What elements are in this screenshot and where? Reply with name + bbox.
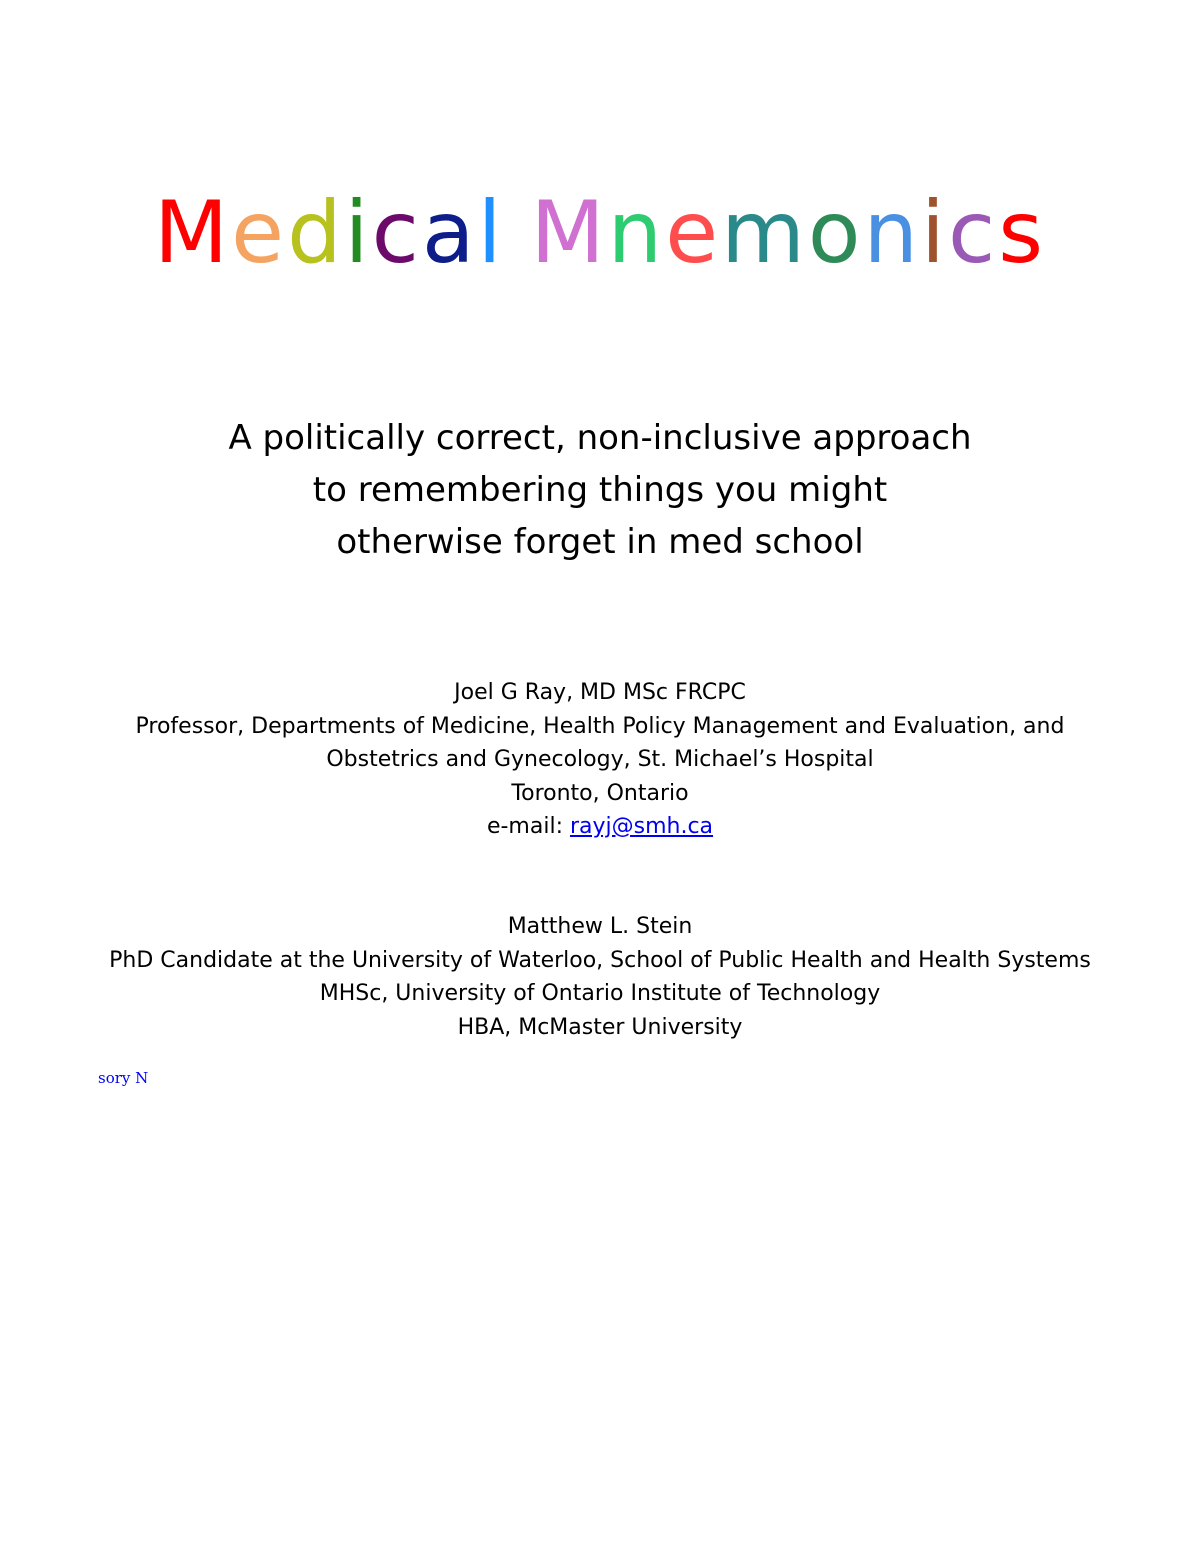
author-credential-line: HBA, McMaster University: [457, 1014, 743, 1040]
title-letter: n: [863, 183, 922, 283]
title-letter: d: [287, 183, 345, 283]
author-name: Matthew L. Stein: [507, 914, 693, 939]
title-letter: m: [721, 183, 808, 283]
author-name: Joel G Ray, MD MSc FRCPC: [454, 680, 746, 705]
title-letter: s: [998, 183, 1047, 283]
email-link[interactable]: rayj@smh.ca: [569, 814, 714, 839]
subtitle-line: otherwise forget in med school: [336, 522, 864, 562]
title-letter: e: [231, 183, 288, 283]
title-letter: M: [153, 183, 232, 283]
author-credential-line: PhD Candidate at the University of Waterloo, School of Public Health and Health Systems: [109, 947, 1091, 973]
title-letter: a: [421, 183, 478, 283]
title-letter: n: [607, 183, 666, 283]
title-letter: c: [371, 183, 422, 283]
title-letter: c: [947, 183, 999, 283]
author-position-line: Professor, Departments of Medicine, Health Policy Management and Evaluation, and: [135, 713, 1065, 739]
email-label: e-mail:: [486, 814, 570, 839]
title-letter: l: [477, 183, 505, 283]
author-credential-line: MHSc, University of Ontario Institute of Technology: [319, 981, 881, 1006]
document-subtitle: [0, 412, 1200, 568]
stray-note-text: sory N: [98, 1069, 149, 1087]
author-location: Toronto, Ontario: [511, 780, 689, 806]
title-letter: e: [665, 183, 722, 283]
title-letter: M: [530, 183, 608, 283]
title-letter: i: [921, 183, 948, 283]
author-block-ray: [0, 676, 1200, 844]
title-letter: o: [807, 183, 864, 283]
author-position-line: Obstetrics and Gynecology, St. Michael’s Hospital: [326, 747, 874, 772]
author-block-stein: [0, 910, 1200, 1044]
title-letter: i: [344, 183, 372, 283]
subtitle-line: A politically correct, non-inclusive approach: [228, 418, 972, 458]
document-title: [0, 178, 1200, 288]
author-email-line: [0, 810, 1200, 844]
subtitle-line: to remembering things you might: [312, 470, 888, 510]
